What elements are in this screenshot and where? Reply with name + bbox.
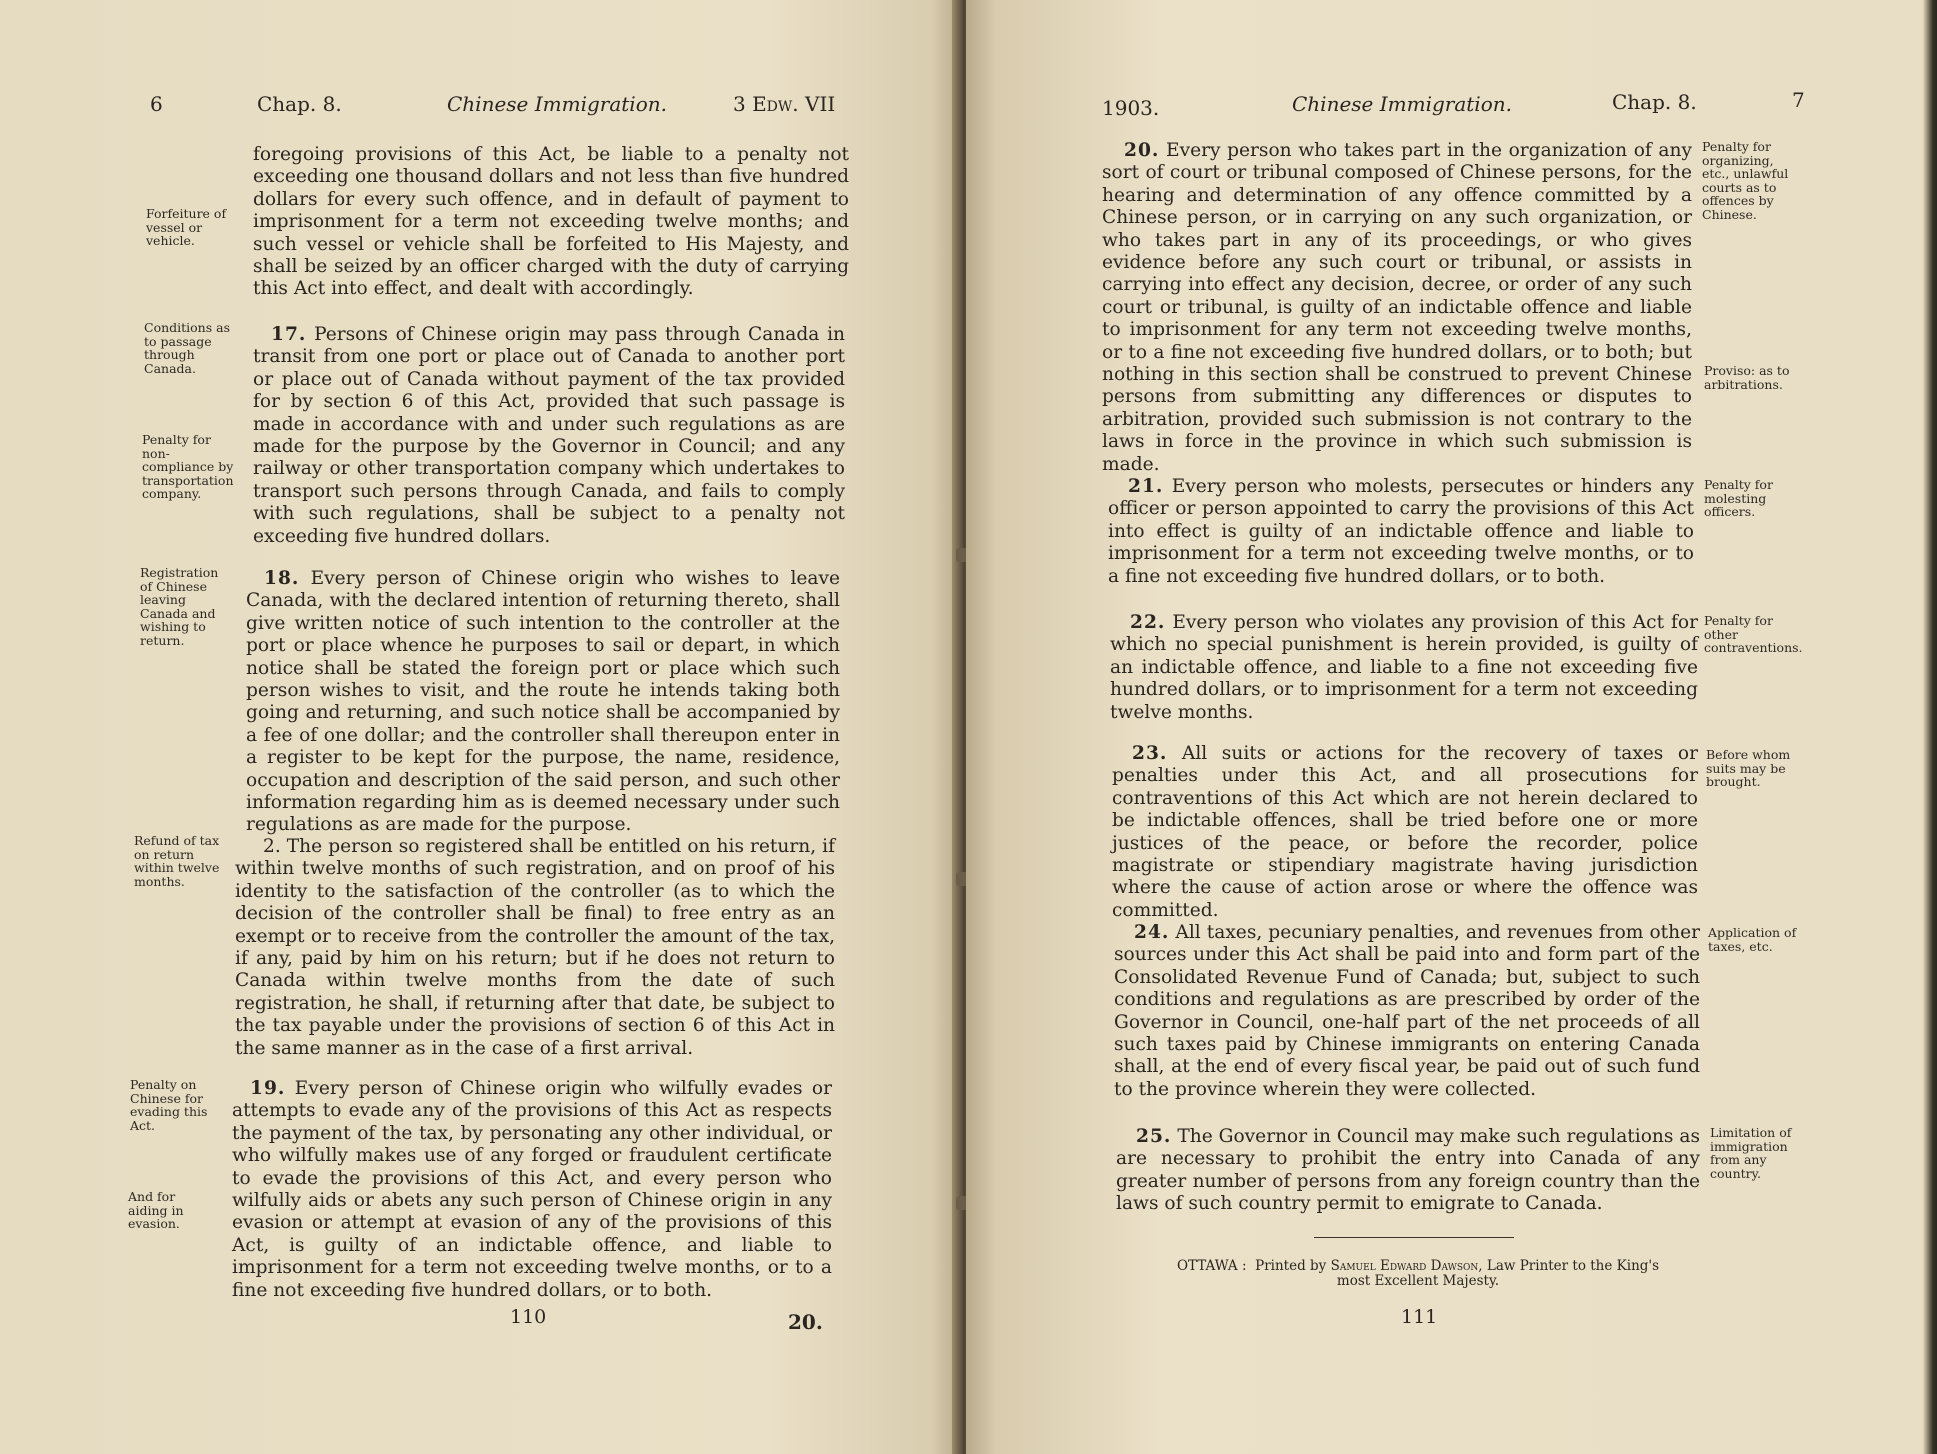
printer-name: Samuel Edward Dawson <box>1330 1258 1479 1274</box>
margin-note-proviso: Proviso: as to arbitrations. <box>1704 363 1790 392</box>
margin-note-application: Application of taxes, etc. <box>1708 925 1797 954</box>
section-17 <box>253 324 845 548</box>
section-text: Every person of Chinese origin who wishes to leave Canada, with the declared intention of returning thereto, shall give written notice of such intention to the controller at the port or place whence he purposes to sail or depart, in which notice shall be stated the foreign port or place which such person wishes to visit, and the route he intends taking both going and returning, and such notice shall be accompanied by a fee of one dollar; and the controller shall thereupon enter in a register to be kept for the purpose, the name, residence, occupation and description of the said person, and such other information regarding him as is deemed necessary under such regulations as are made for the purpose. <box>246 568 840 836</box>
section-21 <box>1108 476 1694 588</box>
margin-note-molesting: Penalty for molesting officers. <box>1704 477 1773 519</box>
page-number: 7 <box>1792 88 1805 112</box>
continuation-paragraph: foregoing provisions of this Act, be liable to a penalty not exceeding one thousand dollars and not less than five hundred dollars for every such offence, and in default of payment to imprisonment for a term not exceeding twelve months; and such vessel or vehicle shall be forfeited to His Majesty, and shall be seized by an officer charged with the duty of carrying this Act into effect, and dealt with accordingly. <box>253 144 849 300</box>
section-18 <box>246 568 840 837</box>
section-22 <box>1110 612 1698 724</box>
running-title: Chinese Immigration. <box>447 92 667 116</box>
folio-number: 110 <box>510 1306 547 1328</box>
page-number: 6 <box>150 92 163 116</box>
imprint-place: OTTAWA : <box>1176 1258 1247 1274</box>
right-page <box>966 0 1937 1454</box>
section-number: 18. <box>264 568 300 589</box>
regnal-year: 3 Edw. VII <box>733 92 836 116</box>
margin-note-refund: Refund of tax on return within twelve months. <box>134 833 220 889</box>
section-number: 19. <box>250 1078 286 1099</box>
closing-rule <box>1314 1237 1514 1238</box>
section-number: 21. <box>1128 476 1164 497</box>
section-24 <box>1114 922 1700 1101</box>
running-title: Chinese Immigration. <box>1292 92 1512 116</box>
margin-note-forfeiture: Forfeiture of vessel or vehicle. <box>146 206 227 248</box>
section-text: Every person who molests, persecutes or hinders any officer or person appointed to carry the provisions of this Act into effect is guilty of an indictable offence and liable to imprisonment for a term not exceeding twelve months, or to a fine not exceeding five hundred dollars, or to both. <box>1108 476 1694 587</box>
folio-number: 111 <box>1401 1306 1438 1328</box>
left-page <box>0 0 960 1454</box>
section-number: 25. <box>1136 1126 1172 1147</box>
section-number: 22. <box>1130 612 1166 633</box>
section-19 <box>232 1078 832 1302</box>
margin-note-transport-penalty: Penalty for non-compliance by transportation company. <box>142 432 234 501</box>
catchword: 20. <box>788 1310 823 1334</box>
printer-imprint: OTTAWA : Printed by Samuel Edward Dawson, Law Printer to the King's most Excellent Majesty. <box>1176 1258 1660 1289</box>
section-text: All taxes, pecuniary penalties, and revenues from other sources under this Act shall be paid into and form part of the Consolidated Revenue Fund of Canada; but, subject to such conditions and regulations as are prescribed by order of the Governor in Council, one-half part of the net proceeds of all such taxes paid by Chinese immigrants on entering Canada shall, at the end of every fiscal year, be paid out of such fund to the province wherein they were collected. <box>1114 922 1700 1100</box>
left-running-header <box>0 92 960 120</box>
section-number: 24. <box>1134 922 1170 943</box>
margin-note-unlawful-courts: Penalty for organizing, etc., unlawful courts as to offences by Chinese. <box>1702 139 1789 222</box>
margin-note-evasion-penalty: Penalty on Chinese for evading this Act. <box>130 1077 208 1133</box>
section-number: 17. <box>271 324 307 345</box>
margin-note-contraventions: Penalty for other contraventions. <box>1704 613 1803 655</box>
margin-note-aiding: And for aiding in evasion. <box>128 1189 184 1231</box>
right-running-header <box>966 88 1937 120</box>
margin-note-registration: Registration of Chinese leaving Canada and wishing to return. <box>140 565 219 648</box>
page-edge <box>1923 0 1937 1454</box>
section-25 <box>1116 1126 1700 1216</box>
section-23 <box>1112 743 1698 922</box>
section-text: The Governor in Council may make such regulations as are necessary to prohibit the entry into Canada of any greater number of persons from any foreign country than the laws of such country permit to emigrate to Canada. <box>1116 1126 1700 1215</box>
section-number: 20. <box>1124 140 1160 161</box>
margin-note-limitation: Limitation of immigration from any country. <box>1710 1125 1792 1181</box>
margin-note-passage: Conditions as to passage through Canada. <box>144 320 230 376</box>
section-text: Persons of Chinese origin may pass through Canada in transit from one port or place out of Canada to another port or place out of Canada without payment of the tax provided for by section 6 of this Act, provided that such passage is made in accordance with and under such regulations as are made for the purpose by the Governor in Council; and any railway or other transportation company which undertakes to transport such persons through Canada, and fails to comply with such regulations, shall be subject to a penalty not exceeding five hundred dollars. <box>253 324 845 547</box>
margin-note-before-whom: Before whom suits may be brought. <box>1706 747 1791 789</box>
section-18-subsection-2: 2. The person so registered shall be entitled on his return, if within twelve months of such registration, and on proof of his identity to the satisfaction of the controller (as to which the decision of the controller shall be final) to free entry as an exempt or to receive from the controller the amount of the tax, if any, paid by him on his return; but if he does not return to Canada within twelve months from the date of such registration, he shall, if returning after that date, be subject to the tax payable under the provisions of section 6 of this Act in the same manner as in the case of a first arrival. <box>235 836 835 1059</box>
section-text: Every person who violates any provision of this Act for which no special punishment is herein provided, is guilty of an indictable offence, and liable to a fine not exceeding five hundred dollars, or to imprisonment for a term not exceeding twelve months. <box>1110 612 1698 723</box>
chapter-label: Chap. 8. <box>1612 90 1697 114</box>
section-text: Every person of Chinese origin who wilfully evades or attempts to evade any of the provisions of this Act as respects the payment of the tax, by personating any other individual, or who wilfully makes use of any forged or fraudulent certificate to evade the provisions of this Act, and every person who wilfully aids or abets any such person of Chinese origin in any evasion or attempt at evasion of any of the provisions of this Act, is guilty of an indictable offence, and liable to imprisonment for a term not exceeding twelve months, or to a fine not exceeding five hundred dollars, or to both. <box>232 1078 832 1301</box>
section-20 <box>1102 140 1692 476</box>
chapter-label: Chap. 8. <box>257 92 342 116</box>
section-text: Every person who takes part in the organization of any sort of court or tribunal composed of Chinese persons, for the hearing and determination of any offence committed by a Chinese person, or in carrying on any such organization, or who takes part in any of its proceedings, or who gives evidence before any such court or tribunal, or assists in carrying into effect any decision, decree, or order of any such court or tribunal, is guilty of an indictable offence and liable to imprisonment for any term not exceeding twelve months, or to a fine not exceeding five hundred dollars, or to both; but nothing in this section shall be construed to prevent Chinese persons from submitting any differences or disputes to arbitration, provided such submission is not contrary to the laws in force in the province in which such submission is made. <box>1102 140 1692 475</box>
year-label: 1903. <box>1102 96 1160 120</box>
section-text: All suits or actions for the recovery of taxes or penalties under this Act, and all prosecutions for contraventions of this Act which are not herein declared to be indictable offences, shall be tried before one or more justices of the peace, or before the recorder, police magistrate or stipendiary magistrate having jurisdiction where the cause of action arose or where the offence was committed. <box>1112 743 1698 921</box>
section-number: 23. <box>1132 743 1168 764</box>
